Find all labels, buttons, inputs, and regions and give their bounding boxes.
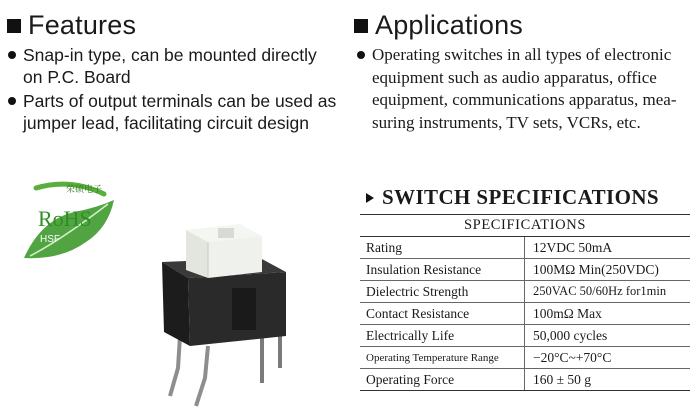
spec-label: Contact Resistance [360, 303, 525, 325]
spec-value: −20°C~+70°C [525, 347, 691, 369]
table-row [360, 237, 690, 259]
table-row [360, 281, 690, 303]
spec-value: 100MΩ Min(250VDC) [525, 259, 691, 281]
switch-product-image [150, 218, 300, 408]
spec-value: 160 ± 50 g [525, 369, 691, 391]
spec-label: Operating Temperature Range [360, 347, 525, 369]
applications-heading: Applications [354, 10, 523, 41]
spec-label: Dielectric Strength [360, 281, 525, 303]
spec-value: 250VAC 50/60Hz for1min [525, 281, 691, 303]
application-item: Operating switches in all types of electronic equipment such as audio apparatus, office equipment, communications apparatus, mea- suring instruments, TV sets, VCRs, etc. [356, 44, 694, 134]
square-bullet-icon [7, 19, 21, 33]
triangle-bullet-icon [366, 193, 374, 203]
spec-label: Insulation Resistance [360, 259, 525, 281]
spec-table-header: SPECIFICATIONS [360, 215, 690, 237]
applications-list [356, 44, 694, 134]
rohs-logo [16, 180, 121, 265]
table-row [360, 369, 690, 391]
spec-value: 100mΩ Max [525, 303, 691, 325]
features-heading: Features [7, 10, 136, 41]
spec-value: 50,000 cycles [525, 325, 691, 347]
table-row [360, 347, 690, 369]
features-list [7, 44, 337, 134]
spec-header-row [360, 215, 690, 237]
table-row [360, 259, 690, 281]
spec-label: Rating [360, 237, 525, 259]
spec-label: Electrically Life [360, 325, 525, 347]
logo-top-text: 荣硕电子 [66, 185, 103, 195]
logo-rohs-text: RoHS [38, 206, 92, 231]
spec-table [360, 214, 690, 391]
spec-label: Operating Force [360, 369, 525, 391]
spec-value: 12VDC 50mA [525, 237, 691, 259]
table-row [360, 325, 690, 347]
table-row [360, 303, 690, 325]
feature-item: Snap-in type, can be mounted directly on P.C. Board [7, 44, 337, 88]
logo-hsf-text: HSF [40, 234, 60, 245]
feature-item: Parts of output terminals can be used as jumper lead, facilitating circuit design [7, 90, 337, 134]
spec-title: SWITCH SPECIFICATIONS [366, 185, 659, 210]
square-bullet-icon [354, 19, 368, 33]
